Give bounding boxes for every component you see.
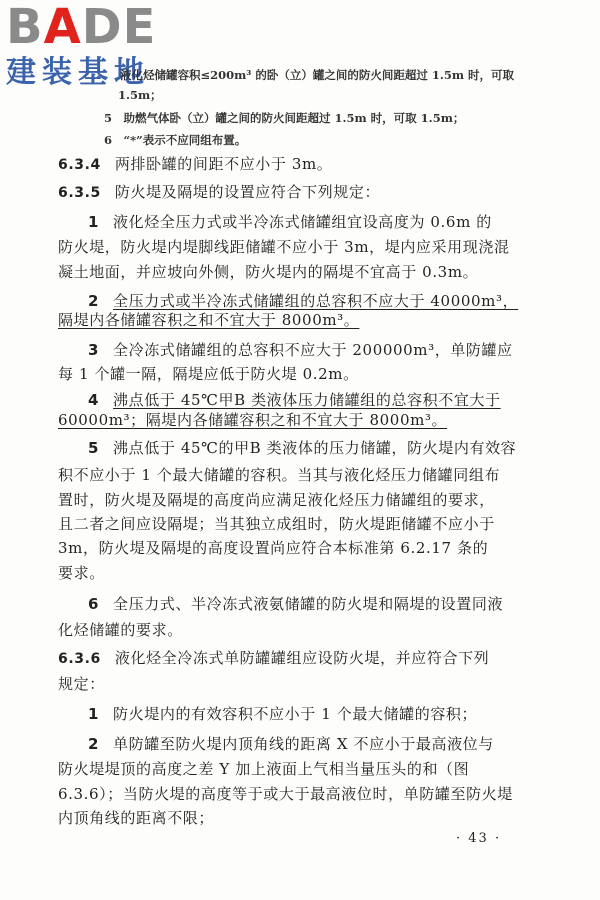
clause-6-3-6-item-1: 1 防火堤内的有效容积不应小于 1 个最大储罐的容积； (88, 705, 478, 723)
clause-6-3-6-item-2-line-4: 内顶角线的距离不限； (58, 809, 215, 827)
clause-6-3-4: 6.3.4 两排卧罐的间距不应小于 3m。 (58, 155, 333, 173)
note-6: 6 “*”表示不应同组布置。 (104, 133, 247, 147)
clause-6-3-5-item-6-line-2: 化烃储罐的要求。 (58, 621, 183, 639)
clause-6-3-5-item-5-line-2: 积不应小于 1 个最大储罐的容积。当其与液化烃压力储罐同组布 (58, 466, 501, 484)
logo-chinese: 建装基地 (6, 55, 150, 90)
clause-6-3-5-item-3: 3 全冷冻式储罐组的总容积不应大于 200000m³，单防罐应 (88, 341, 513, 359)
clause-6-3-5-item-1-line-2: 防火堤，防火堤内堤脚线距储罐不应小于 3m，堤内应采用现浇混 (58, 238, 510, 256)
page-number: · 43 · (456, 831, 502, 846)
clause-6-3-5-item-5-line-6: 要求。 (58, 564, 105, 582)
note-5: 5 助燃气体卧（立）罐之间的防火间距超过 1.5m 时，可取 1.5m； (104, 111, 465, 125)
clause-6-3-5-item-5-line-3: 置时，防火堤及隔堤的高度尚应满足液化烃压力储罐组的要求， (58, 491, 495, 509)
clause-6-3-5-item-1: 1 液化烃全压力式或半冷冻式储罐组宜设高度为 0.6m 的 (88, 213, 492, 231)
clause-6-3-6-item-2: 2 单防罐至防火堤内顶角线的距离 X 不应小于最高液位与 (88, 735, 494, 753)
clause-6-3-5-item-1-line-3: 凝土地面，并应坡向外侧，防火堤内的隔堤不宜高于 0.3m。 (58, 263, 479, 281)
clause-6-3-6-item-2-line-2: 防火堤堤顶的高度之差 Y 加上液面上气相当量压头的和（图 (58, 760, 470, 778)
clause-6-3-5-item-6: 6 全压力式、半冷冻式液氨储罐的防火堤和隔堤的设置同液 (88, 595, 504, 613)
clause-6-3-5-item-5-line-4: 且二者之间应设隔堤；当其独立成组时，防火堤距储罐不应小于 (58, 515, 495, 533)
clause-6-3-5-item-4-line-2: 60000m³；隔堤内各储罐容积之和不宜大于 8000m³。 (58, 411, 448, 429)
clause-6-3-6-item-2-line-3: 6.3.6）；当防火堤的高度等于或大于最高液位时，单防罐至防火堤 (58, 785, 513, 803)
clause-6-3-5-item-5-line-5: 3m，防火堤及隔堤的高度设置尚应符合本标准第 6.2.17 条的 (58, 539, 489, 557)
clause-6-3-5-heading: 6.3.5 防火堤及隔堤的设置应符合下列规定： (58, 183, 381, 201)
clause-6-3-5-item-2: 2 全压力式或半冷冻式储罐组的总容积不应大于 40000m³， (88, 292, 519, 310)
clause-6-3-6-heading: 6.3.6 液化烃全冷冻式单防罐罐组应设防火堤，并应符合下列 (58, 649, 490, 667)
clause-6-3-5-item-3-line-2: 每 1 个罐一隔，隔堤应低于防火堤 0.2m。 (58, 365, 359, 383)
clause-6-3-5-item-2-line-2: 隔堤内各储罐容积之和不宜大于 8000m³。 (58, 311, 360, 329)
logo-wordmark: BADE (6, 0, 157, 55)
clause-6-3-5-item-5: 5 沸点低于 45℃的甲B 类液体的压力储罐，防火堤内有效容 (88, 439, 517, 457)
clause-6-3-5-item-4: 4 沸点低于 45℃甲B 类液体压力储罐组的总容积不宜大于 (88, 391, 501, 409)
note-4-continued: 液化烃储罐容积≤200m³ 的卧（立）罐之间的防火间距超过 1.5m 时，可取 (120, 68, 515, 82)
clause-6-3-6-heading-line-2: 规定： (58, 675, 105, 693)
note-4-end: 1.5m； (118, 88, 162, 102)
